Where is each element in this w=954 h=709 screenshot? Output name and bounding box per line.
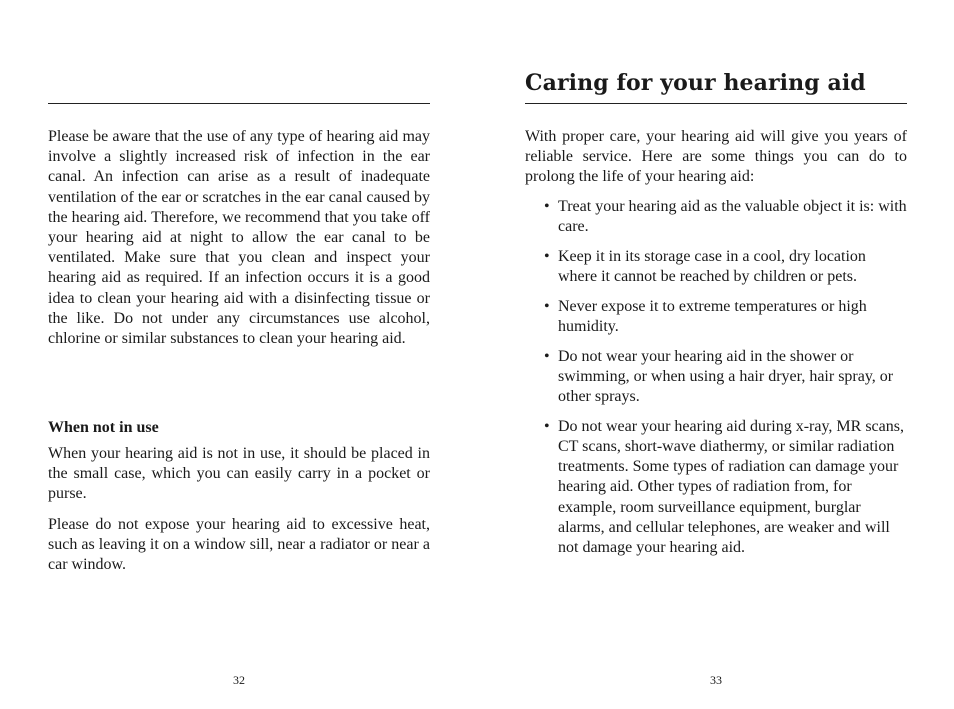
section-subheading: When not in use [48,419,159,436]
care-tips-list [544,197,907,568]
list-item-text: Do not wear your hearing aid during x-ray, MR scans, CT scans, short-wave diathermy, or similar radiation treatments. Some types of radiation can damage your hearing aid. Other types of radiation from, for example, room surveillance equipment, burglar alarms, and cellular telephones, are weaker and will not damage your hearing aid. [558,417,904,557]
list-item-text: Treat your hearing aid as the valuable object it is: with care. [558,198,907,236]
storage-paragraph: When your hearing aid is not in use, it should be placed in the small case, which you can easily carry in a pocket or purse. [48,445,430,503]
list-item [544,197,907,237]
page-number: 32 [233,673,245,687]
page-title: Caring for your hearing aid [525,70,866,96]
bullet-icon: • [544,347,550,365]
list-item-text: Do not wear your hearing aid in the shower or swimming, or when using a hair dryer, hair spray, or other sprays. [558,347,894,406]
list-item-text: Keep it in its storage case in a cool, dry location where it cannot be reached by children or pets. [558,247,866,286]
bullet-icon: • [544,297,550,315]
list-item-text: Never expose it to extreme temperatures or high humidity. [558,297,867,336]
bullet-icon: • [544,417,550,435]
page-number: 33 [710,673,722,687]
bullet-icon: • [544,247,550,265]
heat-warning-paragraph: Please do not expose your hearing aid to excessive heat, such as leaving it on a window sill, near a radiator or near a car window. [48,516,430,574]
infection-warning-paragraph: Please be aware that the use of any type of hearing aid may involve a slightly increased risk of infection in the ear canal. An infection can arise as a result of inadequate ventilation of the ear or scratches in the ear canal caused by the hearing aid. Therefore, we recommend that you take off your hearing aid at night to allow the ear canal to be ventilated. Make sure that you clean and inspect your hearing aid as required. If an infection occurs it is a good idea to clean your hearing aid with a disinfecting tissue or the like. Do not under any circumstances use alcohol, chlorine or similar substances to clean your hearing aid. [48,128,430,348]
header-rule [525,103,907,104]
right-page [525,0,907,709]
list-item [544,417,907,558]
header-rule [48,103,430,104]
care-intro-paragraph: With proper care, your hearing aid will give you years of reliable service. Here are some things you can do to prolong the life of your hearing aid: [525,128,907,186]
list-item [544,347,907,408]
list-item [544,247,907,287]
list-item [544,297,907,337]
bullet-icon: • [544,198,550,215]
left-page [48,0,430,709]
